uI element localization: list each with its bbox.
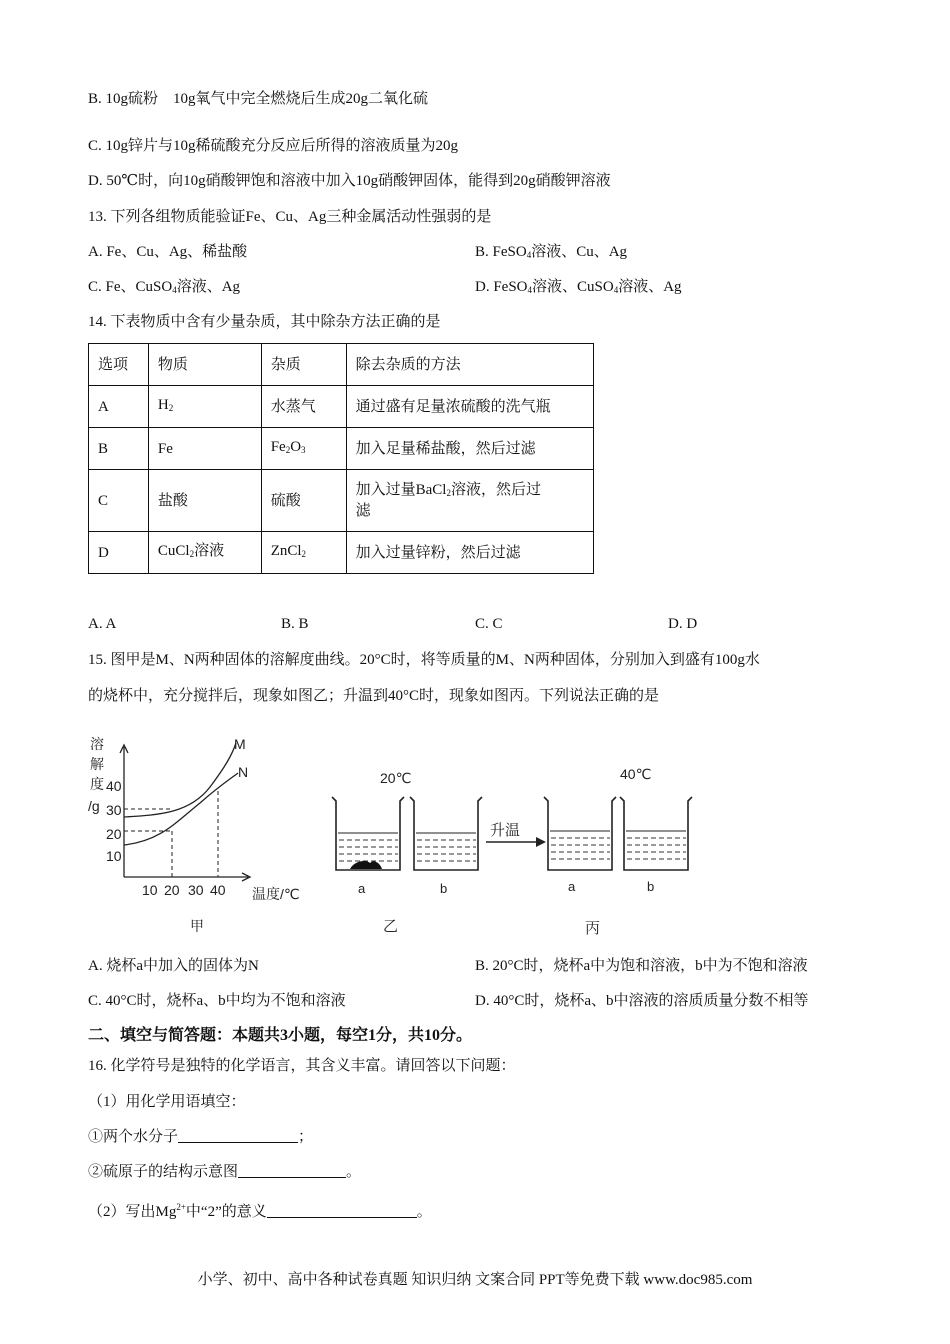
q15-option-d: D. 40°C时，烧杯a、b中溶液的溶质质量分数不相等 bbox=[475, 993, 809, 1009]
table-row bbox=[89, 470, 594, 532]
ytick: 30 bbox=[106, 802, 122, 818]
table-cell: A bbox=[89, 386, 149, 428]
undissolved-solid bbox=[350, 861, 382, 869]
answer-blank[interactable] bbox=[238, 1163, 346, 1178]
ytick: 20 bbox=[106, 826, 122, 842]
beaker-label-a: a bbox=[358, 881, 366, 896]
xtick: 40 bbox=[210, 882, 226, 898]
table-row bbox=[89, 532, 594, 574]
xlabel: 温度/℃ bbox=[252, 886, 300, 902]
impurity-table bbox=[88, 343, 594, 574]
table-row bbox=[89, 386, 594, 428]
table-cell: CuCl$_2$溶液 bbox=[148, 532, 261, 574]
table-cell: 加入过量锌粉，然后过滤 bbox=[346, 532, 593, 574]
option-b-line: B. 10g硫粉 10g氧气中完全燃烧后生成20g二氧化硫 bbox=[88, 91, 429, 107]
q15-option-a: A. 烧杯a中加入的固体为N bbox=[88, 958, 259, 974]
heat-arrow bbox=[486, 822, 546, 847]
table-header: 除去杂质的方法 bbox=[346, 344, 593, 386]
q16-item1: ①两个水分子 ； bbox=[88, 1129, 314, 1145]
temp-bing: 40℃ bbox=[620, 766, 652, 782]
ylabel-char: 溶 bbox=[90, 736, 104, 752]
table-header: 杂质 bbox=[261, 344, 346, 386]
beakers-bing bbox=[544, 766, 692, 937]
option-c-line: C. 10g锌片与10g稀硫酸充分反应后所得的溶液质量为20g bbox=[88, 138, 459, 154]
caption-yi: 乙 bbox=[383, 918, 399, 935]
table-cell: 水蒸气 bbox=[261, 386, 346, 428]
table-header: 选项 bbox=[89, 344, 149, 386]
q15-option-c: C. 40°C时，烧杯a、b中均为不饱和溶液 bbox=[88, 993, 346, 1009]
q13-option-a: A. Fe、Cu、Ag、稀盐酸 bbox=[88, 244, 248, 260]
ylabel-char: 度 bbox=[90, 776, 104, 792]
table-header: 物质 bbox=[148, 344, 261, 386]
ytick: 10 bbox=[106, 848, 122, 864]
q15-option-b: B. 20°C时，烧杯a中为饱和溶液，b中为不饱和溶液 bbox=[475, 958, 808, 974]
table-cell: 通过盛有足量浓硫酸的洗气瓶 bbox=[346, 386, 593, 428]
answer-blank[interactable] bbox=[178, 1128, 298, 1143]
table-cell: 硫酸 bbox=[261, 470, 346, 532]
q13-stem: 13. 下列各组物质能验证Fe、Cu、Ag三种金属活动性强弱的是 bbox=[88, 209, 492, 225]
q15-stem-line1: 15. 图甲是M、N两种固体的溶解度曲线。20°C时，将等质量的M、N两种固体，分别加入到盛有100g水 bbox=[88, 652, 760, 668]
graph-labels bbox=[88, 736, 300, 934]
table-cell: 加入过量BaCl$_2$溶液，然后过 滤 bbox=[346, 470, 593, 532]
q13-option-c: C. Fe、CuSO$_4$溶液、Ag bbox=[88, 279, 241, 295]
q15-figure bbox=[80, 725, 720, 945]
beaker-label-b: b bbox=[647, 879, 655, 894]
beakers-yi bbox=[332, 770, 482, 935]
table-header-row bbox=[89, 344, 594, 386]
curve-m-label: M bbox=[234, 736, 246, 752]
temp-yi: 20℃ bbox=[380, 770, 412, 786]
q16-part2: （2）写出$Mg^{2+}$中“2”的意义 。 bbox=[88, 1202, 432, 1220]
q14-answer-a: A. A bbox=[88, 616, 117, 632]
xtick: 30 bbox=[188, 882, 204, 898]
section-heading: 二、填空与简答题：本题共3小题，每空1分，共10分。 bbox=[88, 1027, 473, 1044]
table-cell: Fe bbox=[148, 428, 261, 470]
table-cell: C bbox=[89, 470, 149, 532]
beaker-label-a: a bbox=[568, 879, 576, 894]
q15-stem-line2: 的烧杯中，充分搅拌后，现象如图乙；升温到40°C时，现象如图丙。下列说法正确的是 bbox=[88, 688, 660, 704]
beaker-label-b: b bbox=[440, 881, 448, 896]
q14-answer-c: C. C bbox=[475, 616, 503, 632]
q14-answer-d: D. D bbox=[668, 616, 698, 632]
table-cell: 加入足量稀盐酸，然后过滤 bbox=[346, 428, 593, 470]
curve-m bbox=[124, 743, 236, 817]
q16-item2: ②硫原子的结构示意图 。 bbox=[88, 1164, 362, 1180]
q13-option-b: B. FeSO$_4$溶液、Cu、Ag bbox=[475, 244, 628, 260]
answer-blank[interactable] bbox=[267, 1203, 417, 1218]
q16-stem: 16. 化学符号是独特的化学语言，其含义丰富。请回答以下问题： bbox=[88, 1058, 516, 1074]
q14-answer-b: B. B bbox=[281, 616, 309, 632]
table-row bbox=[89, 428, 594, 470]
xtick: 20 bbox=[164, 882, 180, 898]
table-cell: ZnCl$_2$ bbox=[261, 532, 346, 574]
ylabel-char: /g bbox=[88, 798, 100, 814]
table-cell: $H_2$ bbox=[148, 386, 261, 428]
ylabel-char: 解 bbox=[90, 756, 104, 772]
table-cell: 盐酸 bbox=[148, 470, 261, 532]
table-cell: $Fe_2O_3$ bbox=[261, 428, 346, 470]
table-cell: D bbox=[89, 532, 149, 574]
q13-option-d: D. FeSO$_4$溶液、CuSO$_4$溶液、Ag bbox=[475, 279, 682, 295]
curve-n-label: N bbox=[238, 764, 249, 780]
option-d-line: D. 50℃时，向10g硝酸钾饱和溶液中加入10g硝酸钾固体，能得到20g硝酸钾溶液 bbox=[88, 173, 611, 189]
q16-part1: （1）用化学用语填空： bbox=[88, 1094, 246, 1110]
table-cell: B bbox=[89, 428, 149, 470]
ytick: 40 bbox=[106, 778, 122, 794]
xtick: 10 bbox=[142, 882, 158, 898]
solubility-graph bbox=[120, 743, 250, 881]
caption-jia: 甲 bbox=[190, 918, 204, 934]
caption-bing: 丙 bbox=[585, 920, 601, 937]
arrow-label: 升温 bbox=[490, 822, 521, 839]
q14-stem: 14. 下表物质中含有少量杂质，其中除杂方法正确的是 bbox=[88, 314, 441, 330]
page-footer: 小学、初中、高中各种试卷真题 知识归纳 文案合同 PPT等免费下载 www.doc985.com bbox=[197, 1272, 753, 1288]
